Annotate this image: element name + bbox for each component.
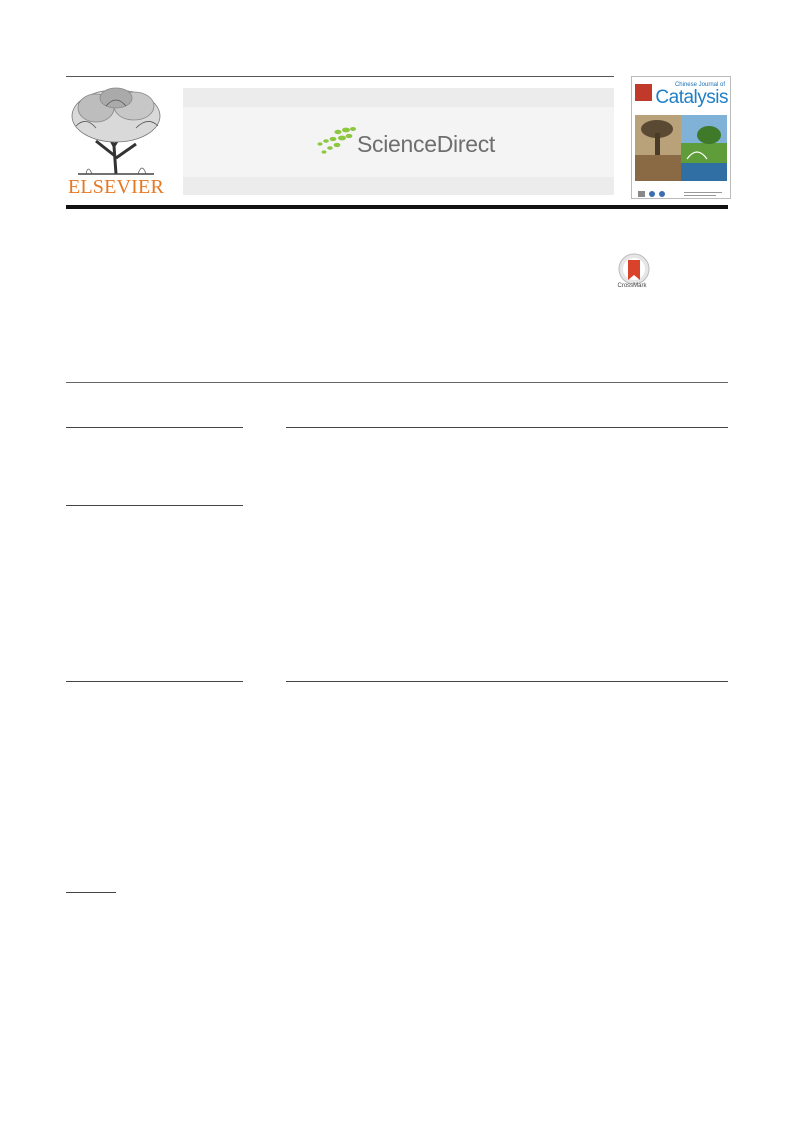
cover-footer-logos: [638, 185, 724, 193]
crossmark-label: CrossMark: [617, 283, 647, 289]
elsevier-wordmark: ELSEVIER: [67, 176, 165, 198]
header-bottom-rule: [66, 205, 728, 209]
journal-cover: [631, 76, 731, 199]
cover-artwork: [635, 115, 727, 181]
header-top-rule: [66, 76, 614, 77]
elsevier-tree-icon: [66, 86, 166, 176]
header-band: [183, 177, 614, 195]
article-info-bottom-rule: [66, 681, 243, 682]
sciencedirect-wordmark: ScienceDirect: [357, 131, 495, 157]
title-block-divider: [66, 382, 728, 383]
cover-journal-line: Chinese Journal of: [674, 82, 725, 88]
sciencedirect-dots-icon: [316, 126, 356, 156]
footnote-rule: [66, 892, 116, 893]
article-info-rule: [66, 427, 243, 428]
abstract-top-rule: [286, 427, 728, 428]
abstract-bottom-rule: [286, 681, 728, 682]
keywords-rule: [66, 505, 243, 506]
header-band: [183, 88, 614, 107]
cover-title: Catalysis: [655, 87, 728, 108]
